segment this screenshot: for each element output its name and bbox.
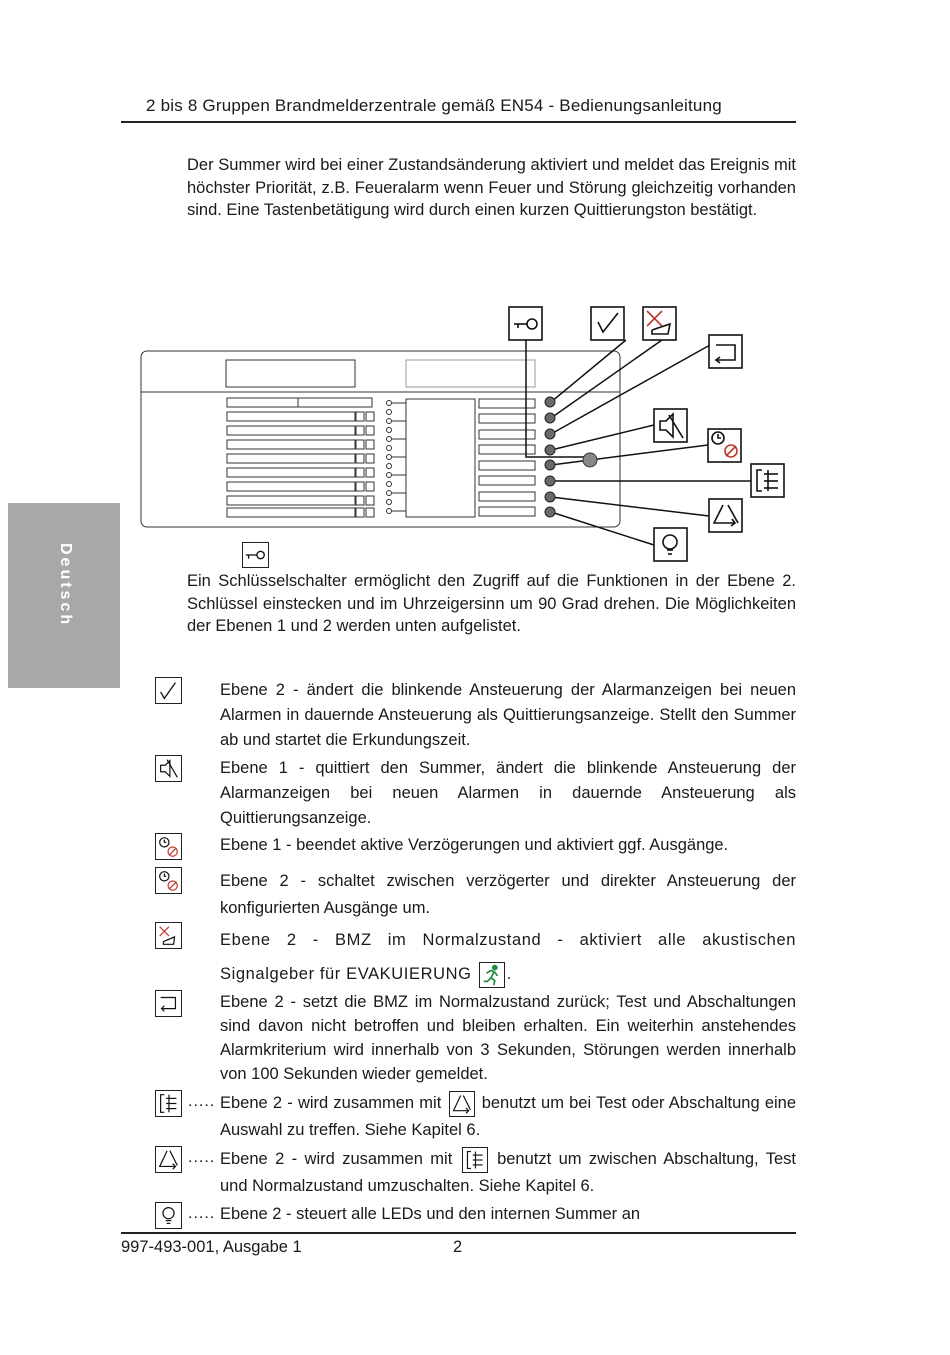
item-text: Ebene 1 - quittiert den Summer, ändert die blinkende Ansteuerung der Alarmanzeigen bei neuen Alarmen in dauernde Ansteuerung als Quittierungsanzeige.: [220, 759, 796, 827]
callout-acknowledge-icon: [591, 307, 624, 340]
item-text: Ebene 2 - wird zusammen mit: [220, 1150, 453, 1168]
panel-key-switch: [583, 453, 597, 467]
list-item: [220, 678, 796, 753]
delay-clock-icon: [155, 833, 182, 860]
item-text: Ebene 1 - beendet aktive Verzögerungen und aktiviert ggf. Ausgänge.: [220, 836, 729, 854]
select-zone-icon: [462, 1147, 488, 1173]
language-side-tab: [8, 503, 120, 688]
item-text: Ebene 2 - ändert die blinkende Ansteuerung der Alarmanzeigen bei neuen Alarmen in dauernde Ansteuerung als Quittierungsanzeige. Stellt den Summer ab und startet die Erkundungszeit.: [220, 681, 796, 749]
lamp-test-icon: [155, 1202, 182, 1229]
list-item: [220, 756, 796, 831]
callout-select-icon: [751, 464, 784, 497]
callout-cycle-icon: [709, 499, 742, 532]
footer-page-number: 2: [453, 1238, 463, 1256]
item-text: Ebene 2 - BMZ im Normalzustand - aktiviert alle akustischen Signalgeber für EVAKUIERUNG: [220, 931, 796, 983]
item-dots: .....: [188, 1093, 216, 1110]
key-icon: [242, 542, 269, 568]
zone-rows: [227, 398, 374, 517]
list-item: [220, 868, 796, 922]
page-header-title: 2 bis 8 Gruppen Brandmelderzentrale gemäß EN54 - Bedienungsanleitung: [146, 96, 722, 115]
language-side-label: Deutsch: [57, 543, 74, 628]
list-item: [220, 1203, 796, 1226]
panel-display-right: [406, 360, 535, 387]
item-text: Ebene 2 - schaltet zwischen verzögerter und direkter Ansteuerung der konfigurierten Ausgänge um.: [220, 872, 796, 917]
cycle-mode-icon: [155, 1146, 182, 1173]
item-text: benutzt um zwischen Abschaltung, Test und Normalzustand umzuschalten. Siehe Kapitel 6.: [220, 1150, 796, 1195]
reset-icon: [155, 990, 182, 1017]
key-switch-paragraph: Ein Schlüsselschalter ermöglicht den Zugriff auf die Funktionen in der Ebene 2. Schlüssel einstecken und im Uhrzeigersinn um 90 Grad drehen. Die Möglichkeiten der Ebenen 1 und 2 werden unten aufgelistet.: [187, 572, 796, 635]
callout-lamp-icon: [654, 528, 687, 561]
item-text-suffix: .: [506, 965, 512, 983]
item-text: Ebene 2 - steuert alle LEDs und den internen Summer an: [220, 1205, 641, 1223]
callout-mute-icon: [654, 409, 687, 442]
list-item: [220, 1146, 796, 1200]
list-item: [220, 834, 796, 857]
evacuate-sounder-icon: [155, 922, 182, 949]
callout-reset-icon: [709, 335, 742, 368]
item-dots: .....: [188, 1149, 216, 1166]
footer-doc-number: 997-493-001, Ausgabe 1: [121, 1238, 302, 1256]
item-text: Ebene 2 - setzt die BMZ im Normalzustand zurück; Test und Abschaltungen sind davon nicht betroffen und bleiben erhalten. Ein weiterhin anstehendes Alarmkriterium wird innerhalb von 3 Sekunden, Störungen werden innerhalb von 100 Sekunden wieder gemeldet.: [220, 993, 796, 1083]
panel-diagram: [138, 300, 788, 570]
footer-rule: [121, 1232, 796, 1234]
list-item: [220, 923, 796, 991]
list-item: [220, 1090, 796, 1144]
acknowledge-check-icon: [155, 677, 182, 704]
callout-evacuate-icon: [643, 307, 676, 340]
header-rule: [121, 121, 796, 123]
item-dots: .....: [188, 1205, 216, 1222]
list-item: [220, 990, 796, 1086]
item-text: benutzt um bei Test oder Abschaltung eine Auswahl zu treffen. Siehe Kapitel 6.: [220, 1094, 797, 1139]
callout-delay-icon: [708, 429, 741, 462]
led-column: [387, 401, 407, 514]
callout-key-icon: [509, 307, 542, 340]
delay-clock-icon: [155, 867, 182, 894]
evacuation-running-man-icon: [479, 962, 505, 988]
cycle-mode-icon: [449, 1091, 475, 1117]
item-text: Ebene 2 - wird zusammen mit: [220, 1094, 442, 1112]
center-label-field: [406, 399, 475, 517]
buzzer-mute-icon: [155, 755, 182, 782]
panel-display-left: [226, 360, 355, 387]
select-zone-icon: [155, 1090, 182, 1117]
intro-paragraph: Der Summer wird bei einer Zustandsänderung aktiviert und meldet das Ereignis mit höchster Priorität, z.B. Feueralarm wenn Feuer und Störung gleichzeitig vorhanden sind. Eine Tastenbetätigung wird durch einen kurzen Quittierungston bestätigt.: [187, 156, 796, 219]
